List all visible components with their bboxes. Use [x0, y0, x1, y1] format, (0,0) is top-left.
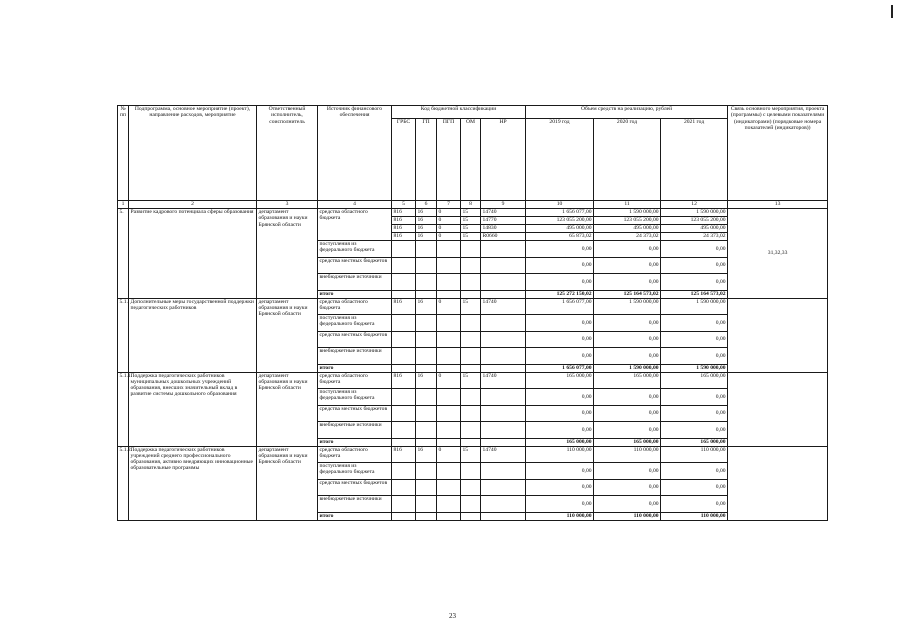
code-pgp: 0 [437, 298, 461, 315]
code-empty [481, 389, 526, 406]
table-row [118, 298, 828, 315]
code-empty [481, 257, 526, 274]
value-2019: 0,00 [526, 348, 594, 365]
value-2021: 1 590 000,00 [661, 298, 728, 315]
code-gp: 16 [416, 298, 437, 315]
column-number: 1 [118, 201, 129, 209]
value-2021: 110 000,00 [661, 446, 728, 463]
value-2021: 0,00 [661, 331, 728, 348]
scan-mark [891, 5, 893, 18]
section-name: Поддержка педагогических работников учреждений среднего профессионального образования, активно внедряющих инновационные образовательные программы [129, 446, 257, 520]
value-2019: 0,00 [526, 315, 594, 332]
code-empty [392, 463, 416, 480]
code-empty [392, 422, 416, 439]
value-2020: 1 590 000,00 [594, 209, 661, 217]
code-om: 15 [461, 233, 481, 241]
value-2020: 0,00 [594, 389, 661, 406]
total-2020: 165 000,00 [594, 438, 661, 446]
total-2021: 110 000,00 [661, 512, 728, 520]
value-2021: 0,00 [661, 389, 728, 406]
value-2019: 495 000,00 [526, 225, 594, 233]
value-2019: 65 873,02 [526, 233, 594, 241]
source-cell: внебюджетные источники [318, 348, 392, 365]
value-2021: 0,00 [661, 479, 728, 496]
source-cell: средства местных бюджетов [318, 257, 392, 274]
code-empty [461, 496, 481, 513]
code-empty [481, 315, 526, 332]
code-empty [416, 348, 437, 365]
value-2020: 0,00 [594, 463, 661, 480]
code-empty [392, 479, 416, 496]
source-cell: средства местных бюджетов [318, 479, 392, 496]
value-2020: 24 373,02 [594, 233, 661, 241]
section-link [728, 372, 828, 446]
code-gp: 16 [416, 225, 437, 233]
column-number: 11 [594, 201, 661, 209]
value-2021: 165 000,00 [661, 372, 728, 389]
budget-table-body [118, 106, 828, 521]
section-link: 31,32,33 [728, 209, 828, 299]
column-number: 6 [416, 201, 437, 209]
value-2020: 495 000,00 [594, 225, 661, 233]
value-2019: 0,00 [526, 331, 594, 348]
code-om: 15 [461, 209, 481, 217]
code-grbs: 816 [392, 372, 416, 389]
code-empty [481, 422, 526, 439]
value-2020: 0,00 [594, 257, 661, 274]
code-empty [392, 257, 416, 274]
code-empty [437, 496, 461, 513]
code-empty [392, 405, 416, 422]
total-label: итого [318, 364, 392, 372]
value-2019: 1 656 077,00 [526, 209, 594, 217]
code-empty [481, 241, 526, 258]
code-grbs: 816 [392, 233, 416, 241]
code-empty [437, 331, 461, 348]
code-om: 15 [461, 298, 481, 315]
code-om: 15 [461, 217, 481, 225]
code-empty [461, 463, 481, 480]
code-empty [481, 405, 526, 422]
source-cell: средства областного бюджета [318, 372, 392, 389]
column-number: 10 [526, 201, 594, 209]
code-empty [481, 348, 526, 365]
total-2019: 1 656 077,00 [526, 364, 594, 372]
value-2020: 0,00 [594, 422, 661, 439]
value-2020: 123 055 200,00 [594, 217, 661, 225]
code-grbs: 816 [392, 225, 416, 233]
source-cell: средства местных бюджетов [318, 331, 392, 348]
value-2021: 0,00 [661, 405, 728, 422]
table-row [118, 446, 828, 463]
header-year-2019: 2019 год [526, 119, 594, 201]
code-nr: 14740 [481, 446, 526, 463]
code-empty [481, 364, 526, 372]
value-2019: 165 000,00 [526, 372, 594, 389]
value-2021: 0,00 [661, 315, 728, 332]
source-cell: средства областного бюджета [318, 209, 392, 241]
value-2019: 0,00 [526, 274, 594, 291]
code-empty [392, 331, 416, 348]
code-empty [461, 315, 481, 332]
code-empty [461, 389, 481, 406]
total-2019: 165 000,00 [526, 438, 594, 446]
value-2019: 0,00 [526, 479, 594, 496]
value-2021: 0,00 [661, 257, 728, 274]
column-number: 8 [461, 201, 481, 209]
code-empty [392, 348, 416, 365]
value-2020: 0,00 [594, 348, 661, 365]
header-code-grbs: ГРБС [392, 119, 416, 201]
value-2020: 0,00 [594, 479, 661, 496]
code-pgp: 0 [437, 217, 461, 225]
code-empty [416, 331, 437, 348]
column-number: 3 [257, 201, 318, 209]
value-2021: 0,00 [661, 241, 728, 258]
value-2019: 0,00 [526, 389, 594, 406]
header-name: Подпрограмма, основное мероприятие (проект), направление расходов, мероприятие [129, 106, 257, 201]
code-pgp: 0 [437, 233, 461, 241]
source-cell: поступления из федерального бюджета [318, 315, 392, 332]
value-2021: 0,00 [661, 496, 728, 513]
code-empty [437, 274, 461, 291]
value-2021: 495 000,00 [661, 225, 728, 233]
header-row [118, 106, 828, 119]
value-2019: 0,00 [526, 257, 594, 274]
total-2021: 1 590 000,00 [661, 364, 728, 372]
code-nr: R0660 [481, 233, 526, 241]
value-2021: 1 590 000,00 [661, 209, 728, 217]
column-number: 9 [481, 201, 526, 209]
header-responsible: Ответственный исполнитель, соисполнитель [257, 106, 318, 201]
source-cell: средства областного бюджета [318, 446, 392, 463]
section-name: Дополнительные меры государственной поддержки педагогических работников [129, 298, 257, 372]
code-empty [416, 315, 437, 332]
value-2019: 110 000,00 [526, 446, 594, 463]
column-number-row [118, 201, 828, 209]
code-empty [481, 512, 526, 520]
header-code-gp: ГП [416, 119, 437, 201]
code-empty [481, 463, 526, 480]
code-gp: 16 [416, 217, 437, 225]
code-empty [461, 438, 481, 446]
code-empty [392, 274, 416, 291]
total-2020: 125 164 573,02 [594, 290, 661, 298]
value-2021: 0,00 [661, 422, 728, 439]
code-empty [461, 257, 481, 274]
source-cell: средства местных бюджетов [318, 405, 392, 422]
header-num: № пп [118, 106, 129, 201]
code-empty [437, 257, 461, 274]
header-code-om: ОМ [461, 119, 481, 201]
code-grbs: 816 [392, 446, 416, 463]
code-om: 15 [461, 372, 481, 389]
code-empty [481, 274, 526, 291]
code-empty [437, 463, 461, 480]
value-2019: 123 055 200,00 [526, 217, 594, 225]
code-empty [437, 422, 461, 439]
total-label: итого [318, 512, 392, 520]
code-empty [461, 274, 481, 291]
total-2020: 1 590 000,00 [594, 364, 661, 372]
source-cell: внебюджетные источники [318, 422, 392, 439]
code-empty [481, 479, 526, 496]
header-year-2020: 2020 год [594, 119, 661, 201]
value-2019: 0,00 [526, 422, 594, 439]
code-pgp: 0 [437, 225, 461, 233]
header-source: Источник финансового обеспечения [318, 106, 392, 201]
header-code-group: Код бюджетной классификации [392, 106, 526, 119]
code-empty [392, 315, 416, 332]
code-om: 15 [461, 446, 481, 463]
code-empty [461, 405, 481, 422]
value-2020: 0,00 [594, 274, 661, 291]
section-responsible: департамент образования и науки Брянской области [257, 372, 318, 446]
value-2021: 0,00 [661, 274, 728, 291]
code-empty [461, 331, 481, 348]
value-2020: 1 590 000,00 [594, 298, 661, 315]
code-empty [416, 364, 437, 372]
code-empty [416, 241, 437, 258]
section-link [728, 298, 828, 372]
header-link: Связь основного мероприятия, проекта (программы) с целевыми показателями (индикаторами) (порядковые номера показателей (индикаторов)) [728, 106, 828, 201]
code-grbs: 816 [392, 217, 416, 225]
code-empty [437, 512, 461, 520]
column-number: 4 [318, 201, 392, 209]
code-nr: 14830 [481, 225, 526, 233]
code-gp: 16 [416, 446, 437, 463]
source-cell: средства областного бюджета [318, 298, 392, 315]
total-2019: 125 272 150,02 [526, 290, 594, 298]
code-empty [416, 405, 437, 422]
budget-table [117, 105, 828, 521]
value-2020: 0,00 [594, 405, 661, 422]
value-2020: 0,00 [594, 315, 661, 332]
code-empty [461, 422, 481, 439]
code-empty [416, 479, 437, 496]
code-nr: 14740 [481, 372, 526, 389]
code-pgp: 0 [437, 209, 461, 217]
total-label: итого [318, 438, 392, 446]
code-empty [461, 479, 481, 496]
total-2020: 110 000,00 [594, 512, 661, 520]
code-empty [437, 389, 461, 406]
code-empty [392, 241, 416, 258]
code-gp: 16 [416, 209, 437, 217]
total-label: итого [318, 290, 392, 298]
code-empty [416, 274, 437, 291]
table-row [118, 209, 828, 217]
code-empty [392, 438, 416, 446]
value-2021: 123 055 200,00 [661, 217, 728, 225]
value-2021: 24 373,02 [661, 233, 728, 241]
column-number: 5 [392, 201, 416, 209]
value-2019: 0,00 [526, 463, 594, 480]
section-number: 5. [118, 209, 129, 299]
code-empty [392, 290, 416, 298]
total-2021: 165 000,00 [661, 438, 728, 446]
code-empty [416, 463, 437, 480]
code-nr: 14740 [481, 209, 526, 217]
code-empty [416, 512, 437, 520]
section-responsible: департамент образования и науки Брянской области [257, 298, 318, 372]
section-responsible: департамент образования и науки Брянской области [257, 209, 318, 299]
value-2020: 110 000,00 [594, 446, 661, 463]
source-cell: внебюджетные источники [318, 274, 392, 291]
code-pgp: 0 [437, 446, 461, 463]
column-number: 2 [129, 201, 257, 209]
section-number: 5.1.2. [118, 446, 129, 520]
total-2019: 110 000,00 [526, 512, 594, 520]
code-empty [437, 438, 461, 446]
section-link [728, 446, 828, 520]
code-empty [392, 364, 416, 372]
header-code-nr: НР [481, 119, 526, 201]
section-name: Поддержка педагогических работников муниципальных дошкольных учреждений образования, внесших значительный вклад в развитие системы дошкольного образования [129, 372, 257, 446]
code-empty [437, 241, 461, 258]
code-nr: 14770 [481, 217, 526, 225]
value-2020: 0,00 [594, 331, 661, 348]
code-empty [416, 290, 437, 298]
value-2020: 165 000,00 [594, 372, 661, 389]
code-gp: 16 [416, 233, 437, 241]
section-name: Развитие кадрового потенциала сферы образования [129, 209, 257, 299]
value-2020: 0,00 [594, 496, 661, 513]
header-year-2021: 2021 год [661, 119, 728, 201]
value-2019: 1 656 077,00 [526, 298, 594, 315]
code-empty [481, 331, 526, 348]
code-empty [437, 348, 461, 365]
code-empty [392, 496, 416, 513]
source-cell: поступления из федерального бюджета [318, 389, 392, 406]
code-empty [481, 290, 526, 298]
code-gp: 16 [416, 372, 437, 389]
code-empty [461, 348, 481, 365]
code-empty [416, 389, 437, 406]
column-number: 12 [661, 201, 728, 209]
column-number: 13 [728, 201, 828, 209]
table-row [118, 372, 828, 389]
code-empty [461, 512, 481, 520]
code-empty [392, 389, 416, 406]
code-empty [461, 241, 481, 258]
code-om: 15 [461, 225, 481, 233]
source-cell: внебюджетные источники [318, 496, 392, 513]
code-empty [481, 438, 526, 446]
page-number: 23 [449, 612, 456, 620]
code-empty [437, 315, 461, 332]
code-empty [437, 364, 461, 372]
code-empty [437, 405, 461, 422]
code-empty [416, 496, 437, 513]
code-empty [416, 422, 437, 439]
code-empty [392, 512, 416, 520]
value-2019: 0,00 [526, 405, 594, 422]
value-2020: 0,00 [594, 241, 661, 258]
code-empty [416, 438, 437, 446]
total-2021: 125 164 573,02 [661, 290, 728, 298]
value-2021: 0,00 [661, 463, 728, 480]
value-2019: 0,00 [526, 241, 594, 258]
value-2021: 0,00 [661, 348, 728, 365]
code-empty [437, 290, 461, 298]
code-empty [437, 479, 461, 496]
code-grbs: 816 [392, 209, 416, 217]
header-code-pgp: ПГП [437, 119, 461, 201]
code-nr: 14740 [481, 298, 526, 315]
code-empty [461, 364, 481, 372]
code-empty [416, 257, 437, 274]
header-volume-group: Объем средств на реализацию, рублей [526, 106, 728, 119]
section-number: 5.1.1. [118, 372, 129, 446]
source-cell: поступления из федерального бюджета [318, 241, 392, 258]
value-2019: 0,00 [526, 496, 594, 513]
column-number: 7 [437, 201, 461, 209]
section-number: 5.1. [118, 298, 129, 372]
code-empty [481, 496, 526, 513]
code-pgp: 0 [437, 372, 461, 389]
source-cell: поступления из федерального бюджета [318, 463, 392, 480]
code-empty [461, 290, 481, 298]
section-responsible: департамент образования и науки Брянской области [257, 446, 318, 520]
code-grbs: 816 [392, 298, 416, 315]
